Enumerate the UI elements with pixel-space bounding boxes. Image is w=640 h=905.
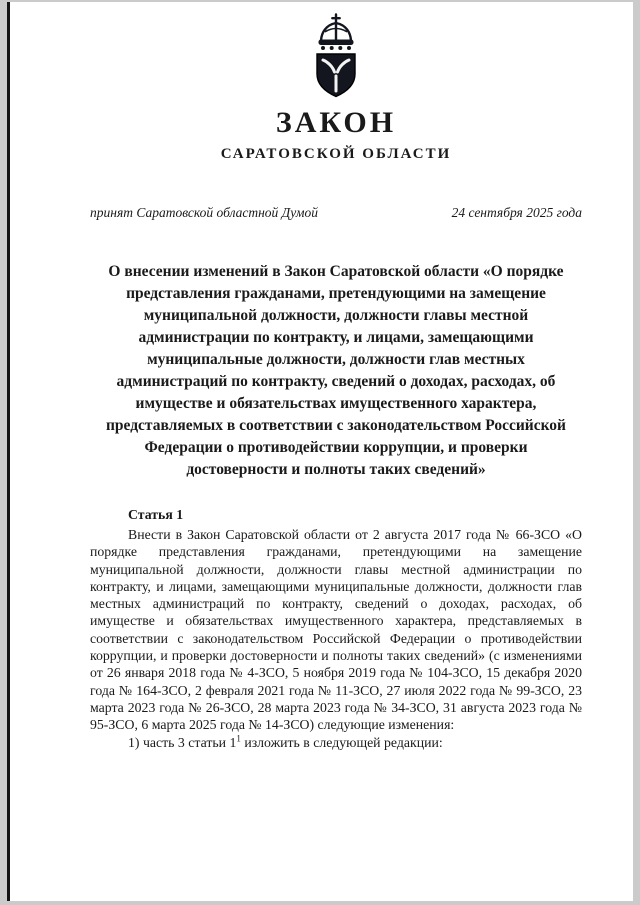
document-type-heading: ЗАКОН [275,106,397,139]
article-1 [90,507,582,751]
region-heading: САРАТОВСКОЙ ОБЛАСТИ [220,146,452,162]
adoption-line [90,205,582,221]
superscript-one: 1 [236,732,241,743]
article-1-body: Внести в Закон Саратовской области от 2 августа 2017 года № 66-ЗСО «О порядке представления гражданами, претендующими на замещение муниципальной должности, должности главы местной администрации по контракту, и лицами, замещающими муниципальные должности, должности глав местных администраций по контракту, сведений о доходах, расходах, об имуществе и обязательствах имущественного характера, представляемых в соответствии с законодательством Российской Федерации о противодействии коррупции, и проверки достоверности и полноты таких сведений» (с изменениями от 26 января 2018 года № 4-ЗСО, 5 ноября 2019 года № 104-ЗСО, 15 декабря 2020 года № 164-ЗСО, 2 февраля 2021 года № 11-ЗСО, 27 июля 2022 года № 99-ЗСО, 23 марта 2023 года № 26-ЗСО, 28 марта 2023 года № 34-ЗСО, 31 августа 2023 года № 95-ЗСО, 6 марта 2025 года № 14-ЗСО) следующие изменения: [90,527,582,733]
document-page [7,2,633,901]
amendment-item-1 [90,734,582,751]
article-1-heading: Статья 1 [128,507,184,522]
amendment-item-1-prefix: 1) часть 3 статьи 1 [128,734,237,750]
amendment-item-1-suffix: изложить в следующей редакции: [240,734,443,750]
law-title: О внесении изменений в Закон Саратовской области «О порядке представления гражданами, претендующими на замещение муниципальной должности, должности главы местной администрации по контракту, и лицами, замещающими муниципальные должности, должности глав местных администраций по контракту, сведений о доходах, расходах, об имуществе и обязательствах имущественного характера, представляемых в соответствии с законодательством Российской Федерации о противодействии коррупции, и проверки достоверности и полноты таких сведений» [105,263,566,478]
adoption-date: 24 сентября 2025 года [451,205,582,220]
adopted-by-text: принят Саратовской областной Думой [90,205,319,220]
saratov-coat-of-arms-icon [309,12,363,98]
